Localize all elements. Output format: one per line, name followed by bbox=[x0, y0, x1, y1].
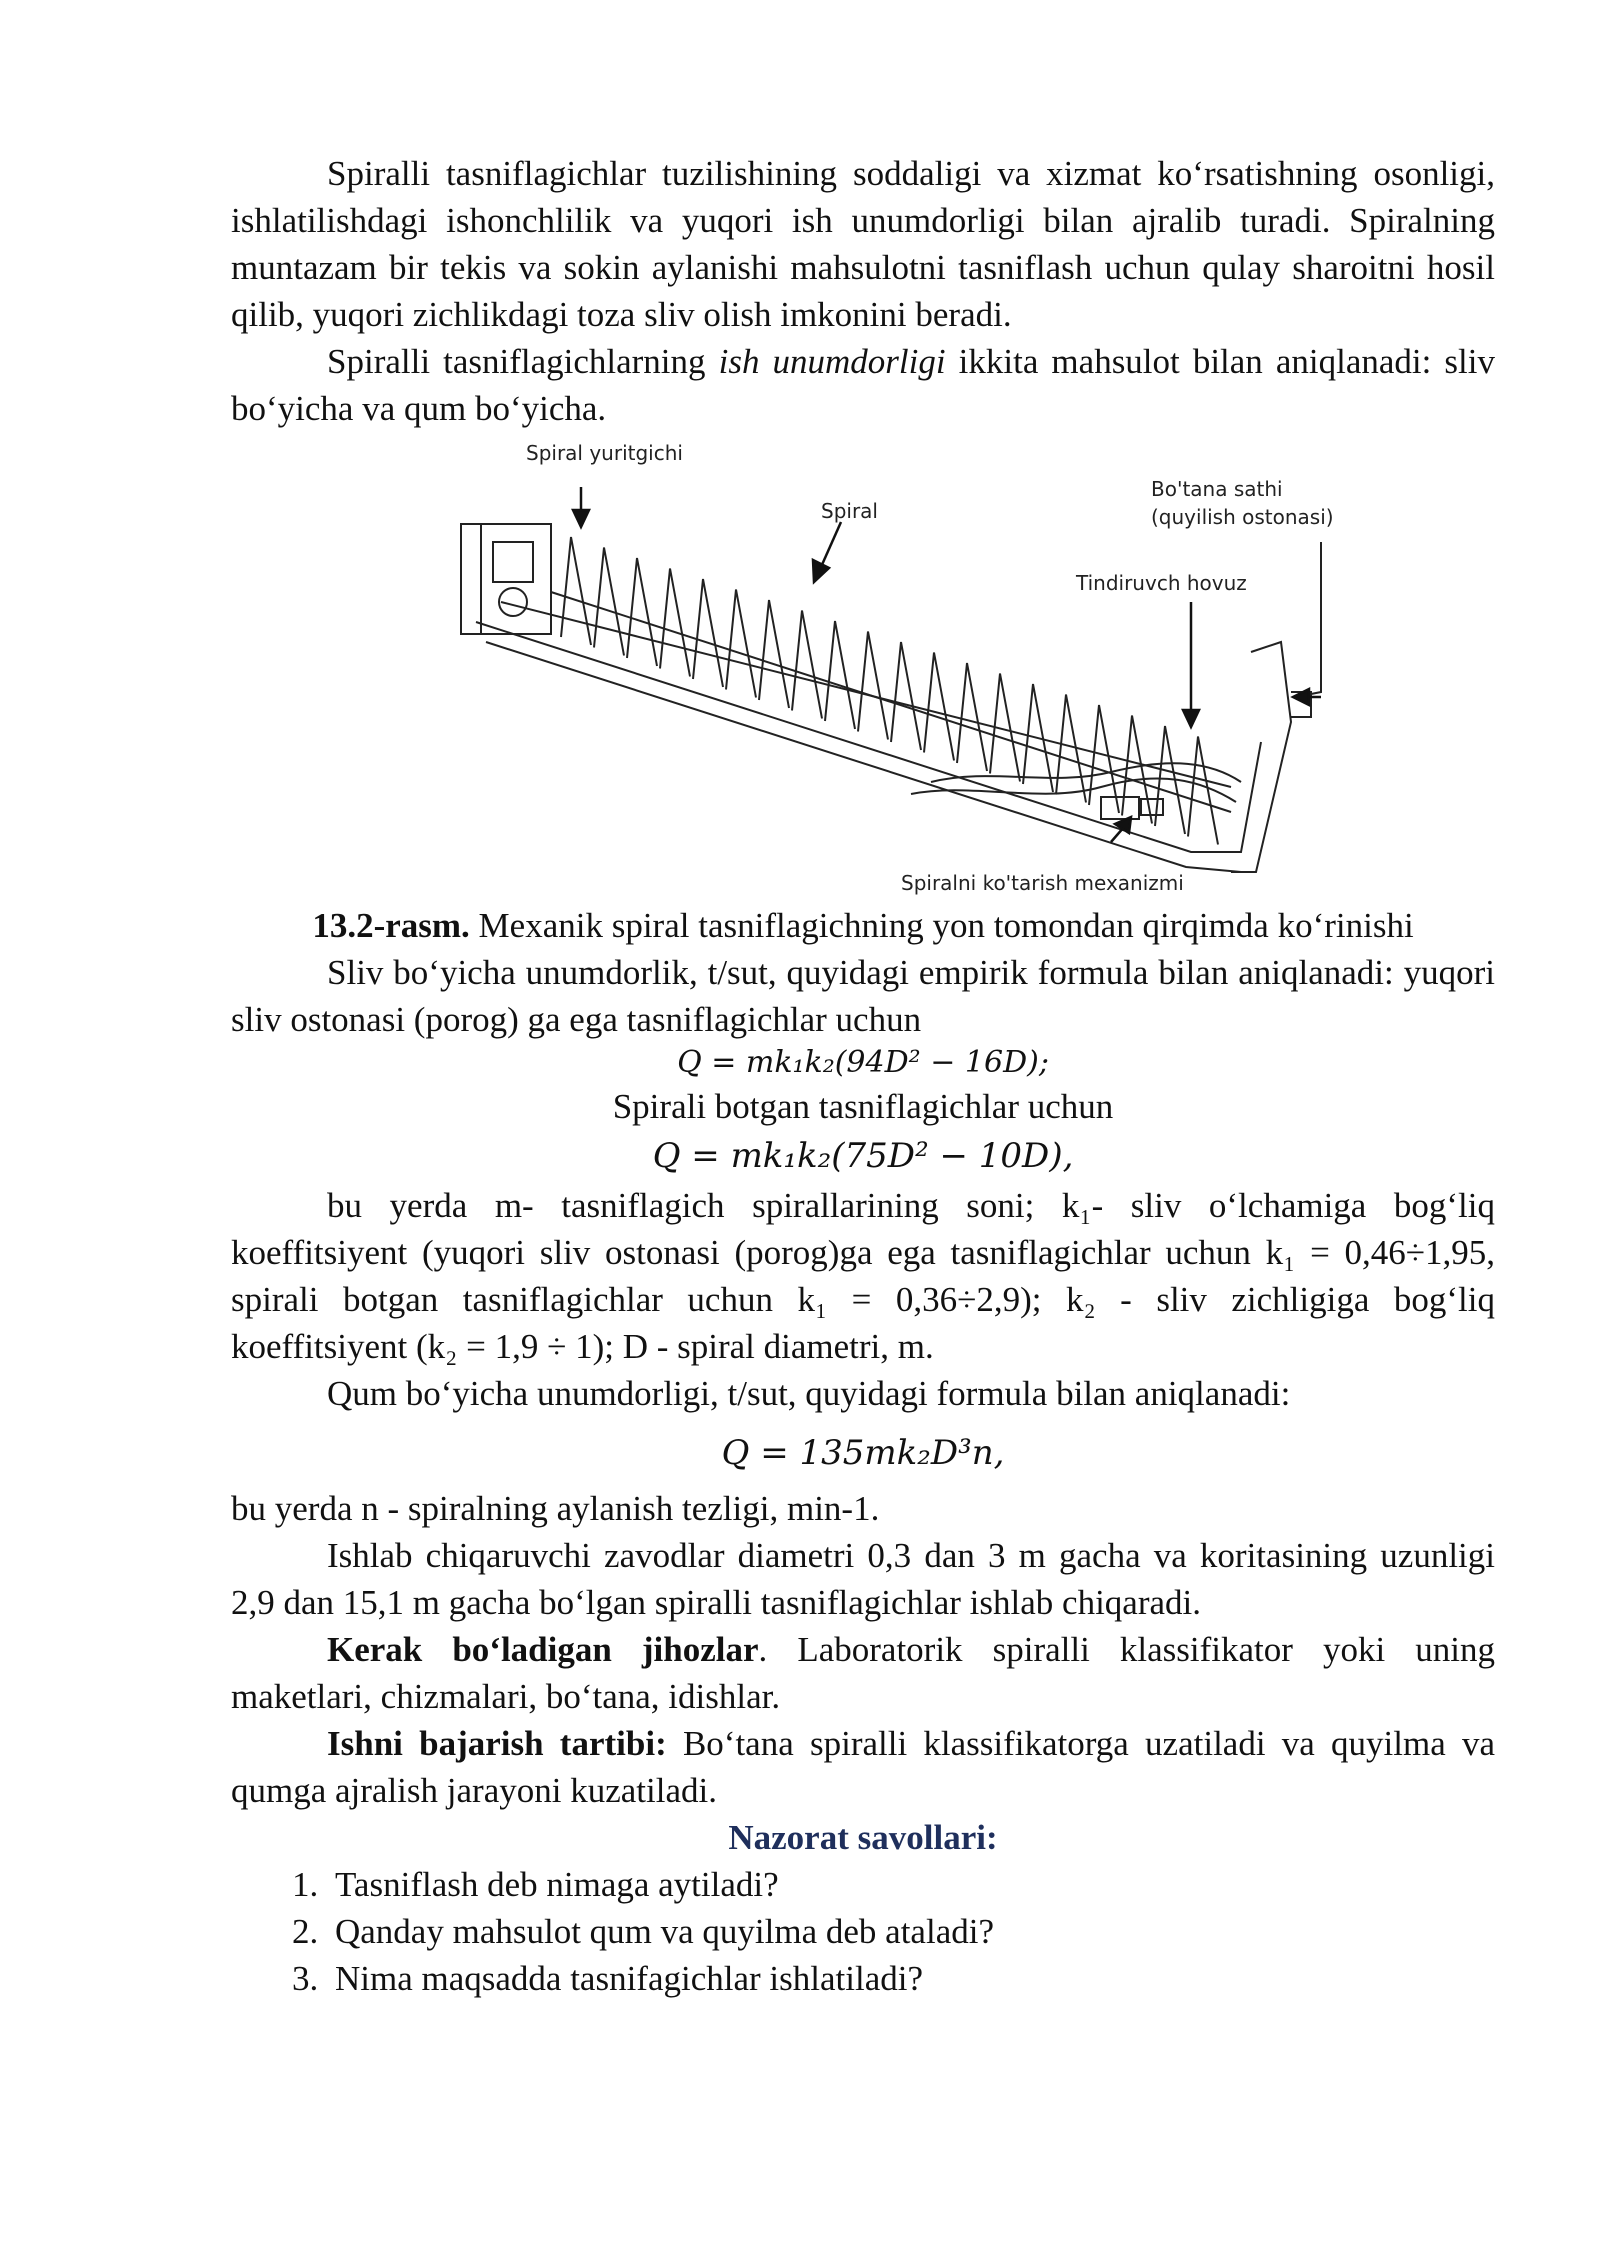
label-drive: Spiral yuritgichi bbox=[526, 441, 683, 465]
text-span: ikkita mahsulot bilan aniqlanadi: sliv bo‘yicha va qum bo‘yicha. bbox=[231, 342, 1496, 428]
formula-3: Q = 135mk₂D³n, bbox=[721, 1433, 1005, 1473]
label-level-line1: Bo'tana sathi bbox=[1151, 477, 1283, 501]
procedure-text: Bo‘tana spiralli klassifikatorga uzatiladi va quyilma va qumga ajralish jarayoni kuzatiladi. bbox=[231, 1724, 1495, 1810]
paragraph-productivity bbox=[231, 338, 1495, 432]
classifier-figure bbox=[231, 442, 1495, 902]
caption-number: 13.2-rasm. bbox=[312, 906, 470, 945]
emphasis-text: ish unumdorligi bbox=[718, 342, 946, 381]
paragraph-sand: Qum bo‘yicha unumdorligi, t/sut, quyidagi formula bilan aniqlanadi: bbox=[327, 1374, 1291, 1413]
formula-2: Q = mk₁k₂(75D² − 10D), bbox=[652, 1136, 1074, 1176]
formula-1: Q = mk₁k₂(94D² − 16D); bbox=[677, 1045, 1049, 1080]
questions-list bbox=[231, 1861, 1495, 2002]
equipment-text: . Laboratorik spiralli klassifikator yoki uning maketlari, chizmalari, bo‘tana, idishlar. bbox=[231, 1630, 1495, 1716]
text-span: Spiralli tasniflagichlarning bbox=[327, 342, 719, 381]
paragraph-intro: Spiralli tasniflagichlar tuzilishining soddaligi va xizmat ko‘rsatishning osonligi, ishlatilishdagi ishonchlilik va yuqori ish unumdorligi bilan ajralib turadi. Spiralning muntazam bir tekis va sokin aylanishi mahsulotni tasniflash uchun qulay sharoitni hosil qilib, yuqori zichlikdagi toza sliv olish imkonini beradi. bbox=[231, 154, 1495, 334]
question-item: 3. Nima maqsadda tasnifagichlar ishlatiladi? bbox=[327, 1955, 1495, 2002]
paragraph-definitions: bu yerda m- tasniflagich spirallarining soni; k₁- sliv o‘lchamiga bog‘liq koeffitsiyent (yuqori sliv ostonasi (porog)ga ega tasniflagichlar uchun k₁ = 0,46÷1,95, spirali botgan tasniflagichlar uchun k₁ = 0,36÷2,9); k₂ - sliv zichligiga bog‘liq koeffitsiyent (k₂ = 1,9 ÷ 1); D - spiral diametri, m. bbox=[231, 1186, 1495, 1366]
paragraph-manufacturers: Ishlab chiqaruvchi zavodlar diametri 0,3 dan 3 m gacha va koritasining uzunligi 2,9 dan 15,1 m gacha bo‘lgan spiralli tasniflagichlar ishlab chiqaradi. bbox=[231, 1536, 1495, 1622]
label-spiral: Spiral bbox=[821, 499, 878, 523]
label-lift: Spiralni ko'tarish mexanizmi bbox=[901, 871, 1184, 895]
paragraph-procedure bbox=[231, 1720, 1495, 1814]
figure-caption bbox=[231, 902, 1495, 949]
label-level-line2: (quyilish ostonasi) bbox=[1151, 505, 1334, 529]
procedure-heading: Ishni bajarish tartibi: bbox=[327, 1724, 667, 1763]
document-page bbox=[231, 150, 1495, 2002]
questions-heading: Nazorat savollari: bbox=[728, 1818, 998, 1857]
caption-text: Mexanik spiral tasniflagichning yon tomondan qirqimda ko‘rinishi bbox=[469, 906, 1414, 945]
paragraph-submerged: Spirali botgan tasniflagichlar uchun bbox=[612, 1087, 1114, 1126]
paragraph-sliv: Sliv bo‘yicha unumdorlik, t/sut, quyidagi empirik formula bilan aniqlanadi: yuqori sliv ostonasi (porog) ga ega tasniflagichlar uchun bbox=[231, 953, 1495, 1039]
question-item: 2. Qanday mahsulot qum va quyilma deb ataladi? bbox=[327, 1908, 1495, 1955]
label-level bbox=[1151, 478, 1334, 528]
equipment-heading: Kerak bo‘ladigan jihozlar bbox=[327, 1630, 759, 1669]
paragraph-speed: bu yerda n - spiralning aylanish tezligi, min-1. bbox=[231, 1489, 880, 1528]
question-item: 1. Tasniflash deb nimaga aytiladi? bbox=[327, 1861, 1495, 1908]
label-tank: Tindiruvch hovuz bbox=[1076, 571, 1247, 595]
paragraph-equipment bbox=[231, 1626, 1495, 1720]
spiral-shaft bbox=[551, 592, 1231, 812]
